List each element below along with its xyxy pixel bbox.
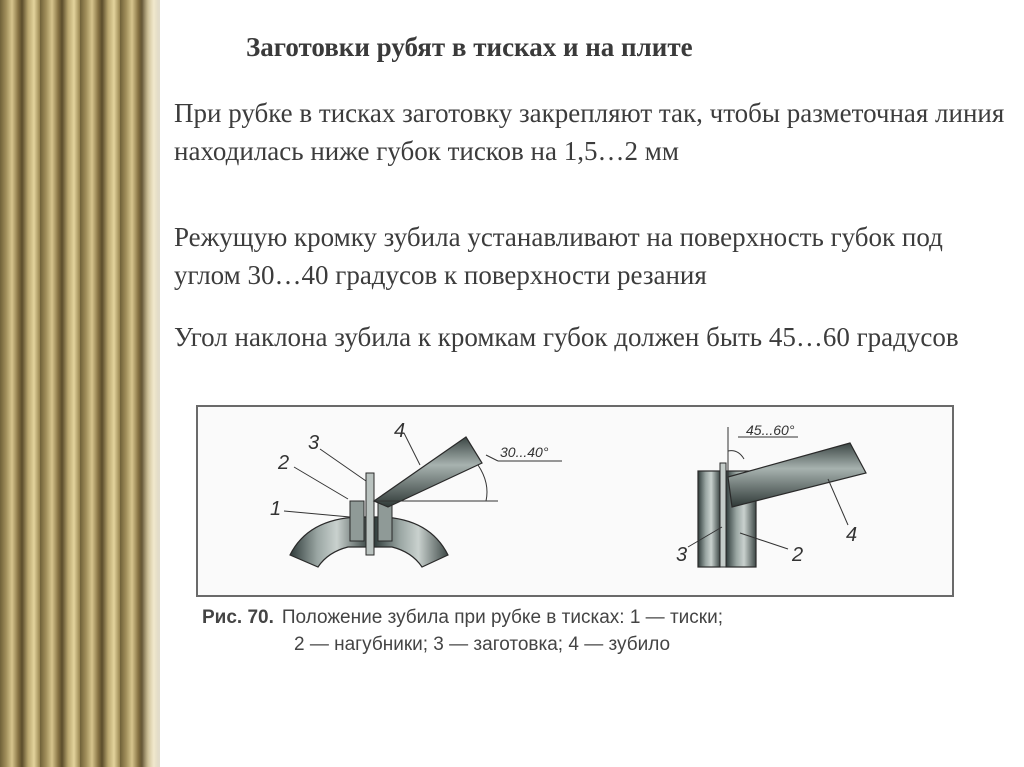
figure-drawing bbox=[198, 407, 952, 595]
label-4-right: 4 bbox=[846, 524, 858, 546]
caption-figure-number: Рис. 70. bbox=[202, 607, 274, 628]
paragraph-cutting-edge: Режущую кромку зубила устанавливают на поверхность губок под углом 30…40 градусов к поверхности резания bbox=[174, 222, 943, 290]
chisel-right bbox=[728, 443, 866, 507]
jaw-plate-right bbox=[378, 501, 392, 541]
label-3-right: 3 bbox=[676, 544, 688, 566]
paragraph-tilt-angle: Угол наклона зубила к кромкам губок должен быть 45…60 градусов bbox=[174, 322, 959, 352]
label-1-left: 1 bbox=[270, 498, 282, 520]
border-fade bbox=[140, 0, 168, 767]
label-angle-right: 45...60° bbox=[746, 422, 795, 438]
caption-line-2: 2 — нагубники; 3 — заготовка; 4 — зубило bbox=[294, 634, 671, 655]
label-2-left: 2 bbox=[278, 452, 290, 474]
workpiece bbox=[366, 473, 374, 555]
workpiece-right-view bbox=[720, 463, 726, 567]
chisel-left bbox=[374, 437, 482, 507]
right-view bbox=[676, 422, 866, 567]
label-angle-left: 30...40° bbox=[500, 444, 549, 460]
jaw-plate-left bbox=[350, 501, 364, 541]
caption-line-1: Положение зубила при рубке в тисках: 1 — тиски; bbox=[281, 607, 723, 628]
left-view bbox=[270, 420, 562, 567]
label-4-left: 4 bbox=[394, 420, 406, 442]
slide-title: Заготовки рубят в тисках и на плите bbox=[246, 32, 693, 62]
decorative-border bbox=[0, 0, 160, 767]
label-2-right: 2 bbox=[792, 544, 804, 566]
paragraph-clamping: При рубке в тисках заготовку закрепляют так, чтобы разметочная линия находилась ниже губок тисков на 1,5…2 мм bbox=[174, 98, 1005, 166]
jaw-right-view-left bbox=[698, 471, 720, 567]
figure-caption bbox=[202, 604, 902, 658]
label-3-left: 3 bbox=[308, 432, 320, 454]
vise-chisel-figure bbox=[196, 405, 954, 597]
